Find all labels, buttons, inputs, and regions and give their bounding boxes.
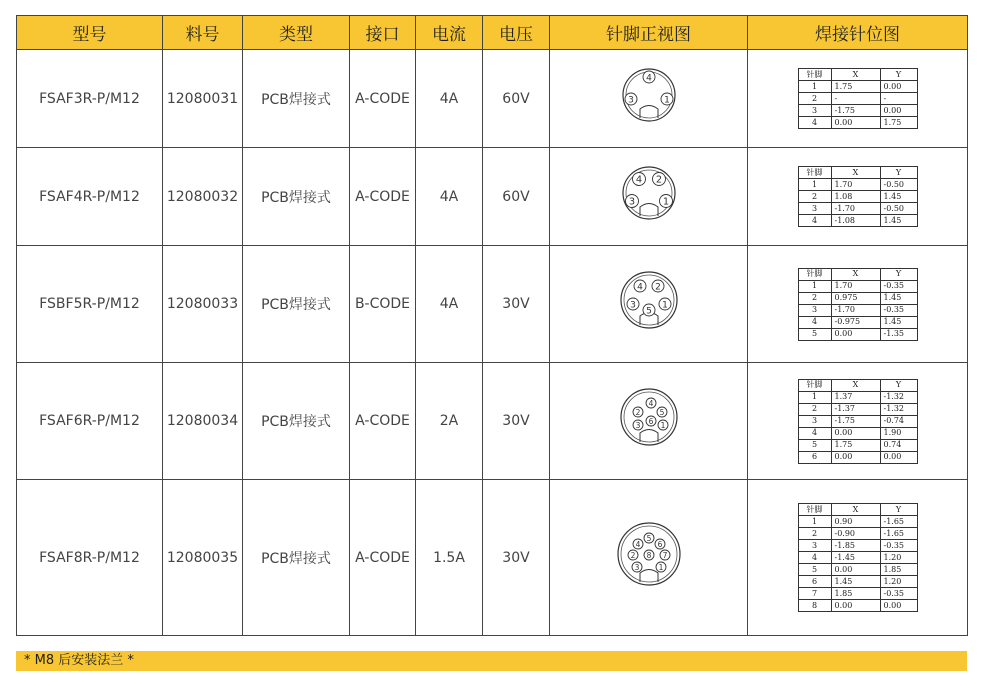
spec-row xyxy=(17,480,968,636)
pin-coordinate-row xyxy=(798,528,917,540)
pin-number: 1 xyxy=(798,81,831,93)
pin-coordinate-row xyxy=(798,427,917,439)
pin-number: 2 xyxy=(798,528,831,540)
pin-number: 1 xyxy=(798,391,831,403)
pin-number: 3 xyxy=(798,105,831,117)
pin-x: 1.08 xyxy=(831,191,880,203)
pin-coordinate-row xyxy=(798,93,917,105)
pin-number-label: 3 xyxy=(628,196,635,208)
connector-front-view-diagram xyxy=(599,157,699,237)
pin-y: 0.74 xyxy=(880,439,917,451)
pin-coordinate-header-row xyxy=(798,268,917,280)
pin-x: -1.75 xyxy=(831,105,880,117)
pin-coordinate-row xyxy=(798,552,917,564)
connector-front-view-diagram xyxy=(599,264,699,344)
pin-x: -1.08 xyxy=(831,215,880,227)
header-current: 电流 xyxy=(416,16,483,50)
pin-number-label: 8 xyxy=(646,550,651,560)
pin-y: 1.90 xyxy=(880,427,917,439)
pin-coordinate-table xyxy=(798,503,918,612)
interface-cell: A-CODE xyxy=(350,50,416,148)
pin-coordinate-table xyxy=(798,379,918,464)
pin-x: - xyxy=(831,93,880,105)
pin-y: 1.45 xyxy=(880,215,917,227)
model-cell: FSAF8R-P/M12 xyxy=(17,480,163,636)
pin-coordinate-row xyxy=(798,439,917,451)
interface-cell: A-CODE xyxy=(350,363,416,480)
voltage-cell: 30V xyxy=(483,480,550,636)
model-cell: FSAF3R-P/M12 xyxy=(17,50,163,148)
header-voltage: 电压 xyxy=(483,16,550,50)
spec-row xyxy=(17,50,968,148)
connector-front-view-diagram xyxy=(599,381,699,461)
model-cell: FSBF5R-P/M12 xyxy=(17,246,163,363)
pin-x: -1.37 xyxy=(831,403,880,415)
voltage-cell: 60V xyxy=(483,50,550,148)
pin-y: -0.50 xyxy=(880,203,917,215)
pin-number: 2 xyxy=(798,191,831,203)
pin-x: 0.00 xyxy=(831,451,880,463)
solder-pin-layout-cell xyxy=(748,480,968,636)
pin-x: 1.75 xyxy=(831,81,880,93)
pin-coordinate-row xyxy=(798,403,917,415)
pin-number: 3 xyxy=(798,304,831,316)
pin-y: 1.20 xyxy=(880,576,917,588)
pin-number: 3 xyxy=(798,540,831,552)
pin-y: -1.32 xyxy=(880,391,917,403)
header-type: 类型 xyxy=(243,16,350,50)
spec-row xyxy=(17,246,968,363)
pin-number: 3 xyxy=(798,203,831,215)
pin-number: 1 xyxy=(798,179,831,191)
pin-coordinate-header-pin: 针脚 xyxy=(798,504,831,516)
pin-x: -1.70 xyxy=(831,203,880,215)
pin-coordinate-row xyxy=(798,81,917,93)
part-number-cell: 12080031 xyxy=(163,50,243,148)
pin-number: 6 xyxy=(798,576,831,588)
pin-number: 5 xyxy=(798,439,831,451)
pin-x: -1.75 xyxy=(831,415,880,427)
pin-x: 1.75 xyxy=(831,439,880,451)
type-cell: PCB焊接式 xyxy=(243,246,350,363)
pin-number-label: 4 xyxy=(635,174,642,186)
current-cell: 4A xyxy=(416,246,483,363)
part-number-cell: 12080032 xyxy=(163,148,243,246)
pin-coordinate-row xyxy=(798,105,917,117)
pin-number: 2 xyxy=(798,93,831,105)
pin-y: -1.32 xyxy=(880,403,917,415)
solder-pin-layout-cell xyxy=(748,363,968,480)
pin-coordinate-table xyxy=(798,68,918,129)
pin-number-label: 4 xyxy=(636,282,643,293)
pin-y: 0.00 xyxy=(880,600,917,612)
voltage-cell: 30V xyxy=(483,363,550,480)
footnote-bar xyxy=(16,651,967,671)
pin-coordinate-row xyxy=(798,600,917,612)
pin-number-label: 4 xyxy=(648,398,653,408)
connector-outline xyxy=(623,167,675,219)
pin-coordinate-row xyxy=(798,304,917,316)
solder-pin-layout-cell xyxy=(748,246,968,363)
coding-key-notch xyxy=(640,430,658,443)
pin-y: -0.35 xyxy=(880,588,917,600)
pin-coordinate-header-y: Y xyxy=(880,69,917,81)
pin-number: 8 xyxy=(798,600,831,612)
pin-number: 5 xyxy=(798,328,831,340)
pin-coordinate-header-pin: 针脚 xyxy=(798,268,831,280)
pin-coordinate-row xyxy=(798,316,917,328)
pin-front-view-cell xyxy=(550,363,748,480)
pin-y: 0.00 xyxy=(880,105,917,117)
pin-number-label: 2 xyxy=(655,174,662,186)
header-pin-front-view: 针脚正视图 xyxy=(550,16,748,50)
pin-x: -0.90 xyxy=(831,528,880,540)
pin-coordinate-header-x: X xyxy=(831,69,880,81)
pin-y: - xyxy=(880,93,917,105)
pin-coordinate-header-row xyxy=(798,379,917,391)
pin-coordinate-table xyxy=(798,268,918,341)
voltage-cell: 30V xyxy=(483,246,550,363)
spec-table-body xyxy=(17,50,968,636)
pin-y: 1.45 xyxy=(880,191,917,203)
current-cell: 1.5A xyxy=(416,480,483,636)
pin-y: 0.00 xyxy=(880,81,917,93)
pin-number-label: 1 xyxy=(662,196,669,208)
pin-x: -1.45 xyxy=(831,552,880,564)
type-cell: PCB焊接式 xyxy=(243,363,350,480)
pin-number-label: 4 xyxy=(635,539,640,549)
pin-number: 4 xyxy=(798,215,831,227)
pin-x: 0.90 xyxy=(831,516,880,528)
pin-coordinate-row xyxy=(798,451,917,463)
pin-coordinate-row xyxy=(798,215,917,227)
pin-coordinate-header-y: Y xyxy=(880,167,917,179)
pin-coordinate-header-x: X xyxy=(831,167,880,179)
part-number-cell: 12080033 xyxy=(163,246,243,363)
pin-front-view-cell xyxy=(550,50,748,148)
spec-table xyxy=(16,15,968,636)
pin-number: 2 xyxy=(798,403,831,415)
pin-number-label: 2 xyxy=(635,407,640,417)
pin-number: 4 xyxy=(798,316,831,328)
pin-x: 1.70 xyxy=(831,179,880,191)
pin-x: 1.85 xyxy=(831,588,880,600)
pin-x: -1.85 xyxy=(831,540,880,552)
pin-y: 1.45 xyxy=(880,316,917,328)
model-cell: FSAF6R-P/M12 xyxy=(17,363,163,480)
header-solder-pin-layout: 焊接针位图 xyxy=(748,16,968,50)
connector-front-view-diagram xyxy=(599,59,699,139)
pin-x: 0.00 xyxy=(831,117,880,129)
interface-cell: B-CODE xyxy=(350,246,416,363)
pin-number-label: 3 xyxy=(629,300,636,311)
interface-cell: A-CODE xyxy=(350,148,416,246)
pin-coordinate-row xyxy=(798,415,917,427)
pin-coordinate-header-pin: 针脚 xyxy=(798,167,831,179)
model-cell: FSAF4R-P/M12 xyxy=(17,148,163,246)
pin-front-view-cell xyxy=(550,148,748,246)
pin-coordinate-header-x: X xyxy=(831,268,880,280)
pin-number-label: 1 xyxy=(658,562,663,572)
interface-cell: A-CODE xyxy=(350,480,416,636)
pin-number-label: 5 xyxy=(659,407,664,417)
solder-pin-layout-cell xyxy=(748,50,968,148)
part-number-cell: 12080034 xyxy=(163,363,243,480)
pin-y: -0.50 xyxy=(880,179,917,191)
spec-row xyxy=(17,363,968,480)
pin-number-label: 1 xyxy=(663,94,670,105)
pin-coordinate-row xyxy=(798,280,917,292)
coding-key-notch xyxy=(640,105,658,118)
coding-key-notch xyxy=(640,569,658,582)
pin-front-view-cell xyxy=(550,480,748,636)
pin-x: 0.00 xyxy=(831,600,880,612)
pin-number-label: 2 xyxy=(630,550,635,560)
pin-coordinate-row xyxy=(798,328,917,340)
type-cell: PCB焊接式 xyxy=(243,480,350,636)
pin-x: 0.975 xyxy=(831,292,880,304)
pin-coordinate-header-x: X xyxy=(831,379,880,391)
header-model: 型号 xyxy=(17,16,163,50)
header-interface: 接口 xyxy=(350,16,416,50)
pin-coordinate-header-pin: 针脚 xyxy=(798,379,831,391)
pin-coordinate-table xyxy=(798,166,918,227)
pin-number-label: 7 xyxy=(662,550,667,560)
type-cell: PCB焊接式 xyxy=(243,148,350,246)
pin-x: 0.00 xyxy=(831,427,880,439)
header-row xyxy=(17,16,968,50)
pin-coordinate-row xyxy=(798,564,917,576)
pin-front-view-cell xyxy=(550,246,748,363)
header-part-number: 料号 xyxy=(163,16,243,50)
voltage-cell: 60V xyxy=(483,148,550,246)
current-cell: 2A xyxy=(416,363,483,480)
pin-coordinate-header-y: Y xyxy=(880,268,917,280)
pin-y: 1.75 xyxy=(880,117,917,129)
pin-y: -0.35 xyxy=(880,540,917,552)
pin-number-label: 1 xyxy=(660,420,665,430)
part-number-cell: 12080035 xyxy=(163,480,243,636)
pin-y: 1.20 xyxy=(880,552,917,564)
pin-y: 1.45 xyxy=(880,292,917,304)
pin-coordinate-header-row xyxy=(798,69,917,81)
pin-y: -0.74 xyxy=(880,415,917,427)
pin-x: -1.70 xyxy=(831,304,880,316)
pin-y: -1.65 xyxy=(880,516,917,528)
pin-coordinate-row xyxy=(798,516,917,528)
pin-coordinate-row xyxy=(798,391,917,403)
current-cell: 4A xyxy=(416,50,483,148)
pin-coordinate-header-row xyxy=(798,167,917,179)
coding-key-notch xyxy=(640,203,658,216)
pin-x: 1.70 xyxy=(831,280,880,292)
pin-coordinate-row xyxy=(798,203,917,215)
pin-y: 0.00 xyxy=(880,451,917,463)
pin-number-label: 6 xyxy=(648,416,653,426)
pin-coordinate-header-x: X xyxy=(831,504,880,516)
pin-coordinate-row xyxy=(798,292,917,304)
pin-coordinate-row xyxy=(798,588,917,600)
pin-x: 0.00 xyxy=(831,328,880,340)
pin-number: 5 xyxy=(798,564,831,576)
pin-number-label: 2 xyxy=(654,282,661,293)
pin-number-label: 3 xyxy=(627,94,634,105)
pin-coordinate-header-y: Y xyxy=(880,379,917,391)
spec-row xyxy=(17,148,968,246)
pin-y: -0.35 xyxy=(880,280,917,292)
pin-number-label: 5 xyxy=(645,306,652,317)
pin-number: 3 xyxy=(798,415,831,427)
pin-number-label: 6 xyxy=(657,539,662,549)
pin-number-label: 5 xyxy=(646,533,651,543)
pin-number-label: 1 xyxy=(661,300,668,311)
pin-number: 4 xyxy=(798,427,831,439)
pin-x: 0.00 xyxy=(831,564,880,576)
pin-coordinate-header-row xyxy=(798,504,917,516)
pin-number-label: 3 xyxy=(634,562,639,572)
footnote-text: * M8 后安装法兰 * xyxy=(24,653,134,668)
pin-coordinate-row xyxy=(798,117,917,129)
pin-number: 1 xyxy=(798,516,831,528)
pin-number: 4 xyxy=(798,552,831,564)
spec-table-container xyxy=(16,15,967,636)
pin-coordinate-row xyxy=(798,540,917,552)
pin-x: 1.45 xyxy=(831,576,880,588)
pin-number: 2 xyxy=(798,292,831,304)
pin-y: -1.65 xyxy=(880,528,917,540)
pin-y: 1.85 xyxy=(880,564,917,576)
current-cell: 4A xyxy=(416,148,483,246)
pin-number-label: 4 xyxy=(645,72,652,83)
pin-coordinate-row xyxy=(798,576,917,588)
pin-coordinate-header-y: Y xyxy=(880,504,917,516)
pin-number: 4 xyxy=(798,117,831,129)
pin-coordinate-header-pin: 针脚 xyxy=(798,69,831,81)
pin-y: -1.35 xyxy=(880,328,917,340)
pin-x: -0.975 xyxy=(831,316,880,328)
pin-y: -0.35 xyxy=(880,304,917,316)
pin-number: 7 xyxy=(798,588,831,600)
pin-number: 1 xyxy=(798,280,831,292)
pin-number-label: 3 xyxy=(635,420,640,430)
pin-number: 6 xyxy=(798,451,831,463)
pin-coordinate-row xyxy=(798,191,917,203)
pin-x: 1.37 xyxy=(831,391,880,403)
pin-coordinate-row xyxy=(798,179,917,191)
solder-pin-layout-cell xyxy=(748,148,968,246)
connector-front-view-diagram xyxy=(599,518,699,598)
type-cell: PCB焊接式 xyxy=(243,50,350,148)
